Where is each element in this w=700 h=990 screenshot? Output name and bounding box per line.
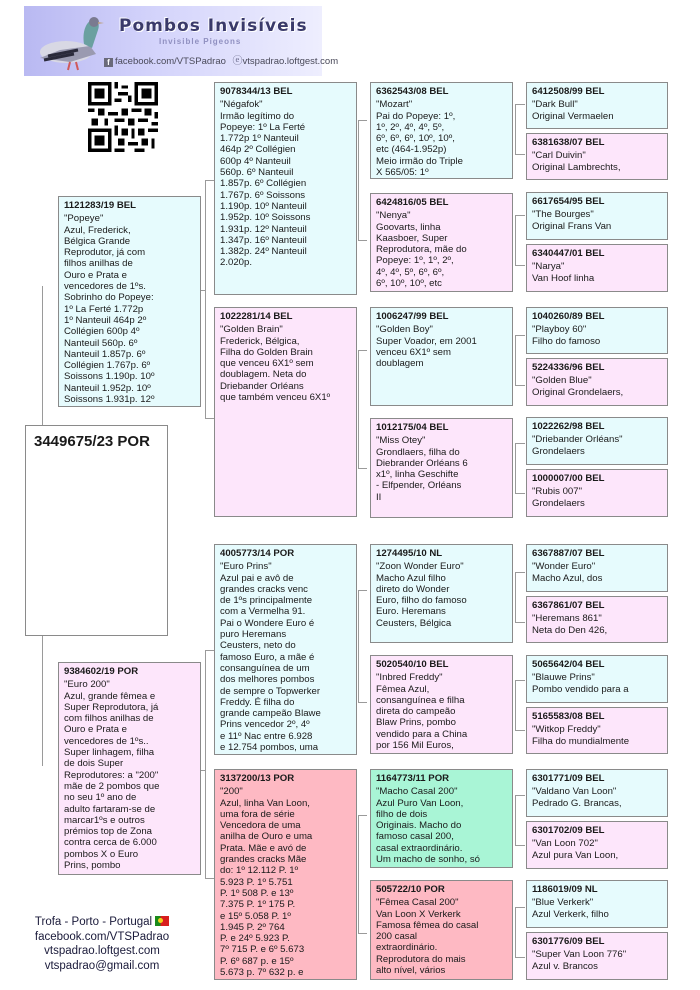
ring-number: 6367861/07 BEL [532,600,605,611]
connector-line [358,240,367,241]
great-grandparent-box[interactable] [370,880,513,980]
connector-line [515,795,516,845]
connector-line [515,385,525,386]
header-facebook-link[interactable]: facebook.com/VTSPadrao [115,56,226,67]
pigeon-name: "Inbred Freddy" [376,672,443,684]
pigeon-name: "Van Loon 702" [532,838,598,850]
ring-number: 5020540/10 BEL [376,659,449,670]
pigeon-description: Van Loon X Verkerk Famosa fêmea do casal 200 casal extraordinário. Reprodutora do mais alto nível, vários [376,908,479,977]
grandparent-box[interactable] [214,544,357,755]
ring-number: 505722/10 POR [376,884,445,895]
connector-line [515,795,525,796]
pigeon-description: Super Voador, em 2001 venceu 6X1º sem doublagem [376,335,477,370]
connector-line [515,907,516,957]
connector-line [358,468,367,469]
gg-grandparent-box[interactable] [526,655,668,703]
pigeon-name: "Blue Verkerk" [532,897,594,909]
connector-line [515,730,525,731]
ring-number: 1012175/04 BEL [376,422,449,433]
pigeon-name: "200" [220,786,243,798]
pigeon-name: "Golden Blue" [532,375,592,387]
pigeon-name: "Witkop Freddy" [532,724,601,736]
subject-box[interactable] [25,425,168,636]
connector-line [358,933,367,934]
footer-location: Trofa - Porto - Portugal [34,916,153,928]
connector-line [515,622,525,623]
gg-grandparent-box[interactable] [526,358,668,406]
header-links [104,52,338,67]
pigeon-description: Original Grondelaers, [532,386,624,398]
connector-line [515,215,516,265]
connector-line [205,180,206,418]
pigeon-description: Van Hoof linha [532,272,595,284]
pigeon-description: Macho Azul filho direto do Wonder Euro, filho do famoso Euro. Heremans Ceusters, Bélgica [376,572,467,629]
pigeon-description: Goovarts, linha Kaasboer, Super Reprodutora, mãe do Popeye: 1º, 1º, 2º, 4º, 4º, 5º, 6º, 6º, 6º, 10º, 10º, etc [376,221,467,290]
pigeon-description: Azul v. Brancos [532,960,598,972]
great-grandparent-box[interactable] [370,655,513,754]
connector-line [358,815,367,816]
connector-line [515,443,525,444]
pigeon-name: "Wonder Euro" [532,561,596,573]
pigeon-description: Pombo vendido para a [532,683,629,695]
pigeon-name: "Zoon Wonder Euro" [376,561,464,573]
connector-line [358,590,359,702]
pigeon-description: Neta do Den 426, [532,624,608,636]
pigeon-description: Fêmea Azul, consanguínea e filha direta do campeão Blaw Prins, pombo vendido para a China por 156 Mil Euros, [376,683,468,752]
ring-number: 6301702/09 BEL [532,825,605,836]
gg-grandparent-box[interactable] [526,707,668,754]
header-banner [24,6,339,76]
connector-line [515,493,525,494]
ring-number: 9078344/13 BEL [220,86,293,97]
pigeon-description: Original Frans Van [532,220,612,232]
sire-box[interactable] [58,196,201,407]
connector-line [515,680,516,730]
pigeon-logo-icon [30,10,110,74]
header-website-link[interactable]: vtspadrao.loftgest.com [242,56,339,67]
web-icon: ⓔ [232,56,243,67]
pigeon-name: "Fêmea Casal 200" [376,897,459,909]
pigeon-name: "Mozart" [376,99,413,111]
connector-line [42,636,43,766]
pigeon-description: Grondelaers [532,497,585,509]
pigeon-description: Azul pura Van Loon, [532,849,619,861]
ring-number: 1186019/09 NL [532,884,598,895]
footer-location-line [22,915,182,930]
connector-line [205,650,206,878]
footer-website-link[interactable]: vtspadrao.loftgest.com [44,945,160,957]
pigeon-description: Macho Azul, dos [532,572,603,584]
ring-number: 6362543/08 BEL [376,86,449,97]
great-grandparent-box[interactable] [370,418,513,518]
connector-line [205,878,214,879]
connector-line [358,120,359,240]
pigeon-description: Azul, Frederick, Bélgica Grande Reprodutor, já com filhos anilhas de Ouro e Prata e vencedores de 1ºs. Sobrinho do Popeye: 1º La Ferté 1.772p 1º Nanteuil 464p 2º Collégien 600p 4º Nanteuil 560p. 6º Nanteuil 1.857p. 6º Collégien 1.767p. 6º Soissons 1.190p. 10º Nanteuil 1.952p. 10º Soissons 1.931p. 12º [64,224,155,406]
ring-number: 1022281/14 BEL [220,311,293,322]
pigeon-description: Azul, grande fêmea e Super Reprodutora, já com filhos anilhas de Ouro e Prata e vencedores de 1ºs.. Super linhagem, filha de dois Super Reprodutores: a "200" mãe de 2 pombos que no seu 1º ano de adulto fartaram-se de marcar1ºs e outros prémios top de Zona contra cerca de 6.000 pombos X o Euro Prins, pombo [64,690,160,872]
pigeon-name: "Driebander Orléans" [532,434,623,446]
pigeon-name: "Nenya" [376,210,411,222]
pigeon-name: "Euro Prins" [220,561,272,573]
gg-grandparent-box[interactable] [526,133,668,180]
pigeon-description: Azul pai e avô de grandes cracks venc de 1ºs principalmente com a Vermelha 91. Pai o Wondere Euro é puro Heremans Ceusters, neto do famoso Euro, a mãe é consanguínea de um dos melhores pombos de sempre o Topwerker Freddy. É filha do grande campeão Blawe Prins vencedor 2º, 4º e 11º Nac entre 6.928 e 12.754 pombos, uma [220,572,321,754]
connector-line [515,845,525,846]
ring-number: 6412508/99 BEL [532,86,605,97]
ring-number: 1000007/00 BEL [532,473,605,484]
gg-grandparent-box[interactable] [526,880,668,928]
subject-ring-number: 3449675/23 POR [34,433,150,450]
great-grandparent-box[interactable] [370,82,513,179]
site-subtitle: Invisible Pigeons [159,37,242,46]
great-grandparent-box[interactable] [370,769,513,868]
gg-grandparent-box[interactable] [526,307,668,354]
gg-grandparent-box[interactable] [526,82,668,129]
qr-code-icon[interactable] [88,82,158,152]
connector-line [515,572,516,622]
pigeon-name: "Narya" [532,261,565,273]
connector-line [358,815,359,933]
pigeon-description: Frederick, Bélgica, Filha do Golden Brain que venceu 6X1º sem doublagem. Neta do Driebander Orléans que também venceu 6X1º [220,335,331,404]
connector-line [515,154,525,155]
connector-line [515,443,516,493]
connector-line [42,286,43,425]
pigeon-name: "Macho Casal 200" [376,786,458,798]
grandparent-box[interactable] [214,769,357,980]
pigeon-description: Azul Puro Van Loon, filho de dois Originais. Macho do famoso casal 200, casal extraordinário. Um macho de sonho, só [376,797,480,866]
pigeon-description: Filha do mundialmente [532,735,630,747]
pigeon-description: Azul Verkerk, filho [532,908,609,920]
connector-line [515,335,516,385]
facebook-icon: f [104,58,113,67]
connector-line [205,418,214,419]
ring-number: 1006247/99 BEL [376,311,449,322]
pigeon-name: "Carl Duivin" [532,150,586,162]
connector-line [515,265,525,266]
connector-line [515,335,525,336]
gg-grandparent-box[interactable] [526,596,668,643]
pigeon-name: "Golden Boy" [376,324,433,336]
ring-number: 6301776/09 BEL [532,936,605,947]
ring-number: 5065642/04 BEL [532,659,605,670]
connector-line [358,120,367,121]
connector-line [515,907,525,908]
ring-number: 9384602/19 POR [64,666,139,677]
great-grandparent-box[interactable] [370,544,513,643]
connector-line [515,572,525,573]
connector-line [358,350,359,468]
ring-number: 1022262/98 BEL [532,421,605,432]
pigeon-description: Filho do famoso [532,335,601,347]
ring-number: 1274495/10 NL [376,548,443,559]
grandparent-box[interactable] [214,307,357,517]
great-grandparent-box[interactable] [370,307,513,406]
ring-number: 1164773/11 POR [376,773,450,784]
connector-line [358,350,367,351]
gg-grandparent-box[interactable] [526,544,668,592]
gg-grandparent-box[interactable] [526,821,668,869]
gg-grandparent-box[interactable] [526,417,668,465]
ring-number: 1121283/19 BEL [64,200,137,211]
ring-number: 1040260/89 BEL [532,311,605,322]
pigeon-description: Pai do Popeye: 1º, 1º, 2º, 4º, 4º, 5º, 6º, 6º, 6º, 10º, 10º, etc (464-1.952p) Meio irmão do Triple X 565/05: 1º [376,110,463,179]
ring-number: 6301771/09 BEL [532,773,605,784]
pigeon-description: Irmão legítimo do Popeye: 1º La Ferté 1.772p 1º Nanteuil 464p 2º Collégien 600p 4º Nanteuil 560p. 6º Nanteuil 1.857p. 6º Collégien 1.767p. 6º Soissons 1.190p. 10º Nanteuil 1.952p. 10º Soissons 1.931p. 12º Nanteuil 1.347p. 16º Nanteuil 1.382p. 24º Nanteuil 2.020p. [220,110,311,269]
contact-footer [22,915,182,973]
gg-grandparent-box[interactable] [526,244,668,292]
connector-line [515,104,516,154]
pigeon-name: "Popeye" [64,213,104,225]
connector-line [515,957,525,958]
pigeon-name: "Valdano Van Loon" [532,786,617,798]
ring-number: 6381638/07 BEL [532,137,605,148]
ring-number: 5165583/08 BEL [532,711,605,722]
pigeon-name: "Négafok" [220,99,263,111]
pigeon-description: Grondelaers [532,445,585,457]
gg-grandparent-box[interactable] [526,469,668,517]
connector-line [515,680,525,681]
footer-email-link[interactable]: vtspadrao@gmail.com [44,959,160,972]
site-title: Pombos Invisíveis [119,16,308,36]
ring-number: 5224336/96 BEL [532,362,605,373]
pigeon-description: Original Vermaelen [532,110,614,122]
connector-line [515,104,525,105]
pigeon-description: Pedrado G. Brancas, [532,797,622,809]
ring-number: 4005773/14 POR [220,548,295,559]
portugal-flag-icon [155,916,169,926]
gg-grandparent-box[interactable] [526,932,668,980]
gg-grandparent-box[interactable] [526,769,668,817]
ring-number: 6367887/07 BEL [532,548,605,559]
footer-facebook-link[interactable]: facebook.com/VTSPadrao [34,930,170,943]
dam-box[interactable] [58,662,201,875]
pigeon-name: "Rubis 007" [532,486,583,498]
great-grandparent-box[interactable] [370,193,513,292]
pigeon-description: Azul, linha Van Loon, uma fora de série Vencedora de uma anilha de Ouro e uma Prata. Mãe e avó de grandes cracks Mãe do: 1º 12.112 P. 1º 5.923 P. 1º 5.751 P. 1º 508 P. e 13º 7.375 P. 1º 175 P. e 15º 5.058 P. 1º 1.945 P. 2º 764 P. e 24º 5.923 P. 7º 715 P. e 6º 5.673 P. 6º 687 p. e 15º 5.673 p. 7º 632 p. e [220,797,313,979]
pigeon-name: "Super Van Loon 776" [532,949,627,961]
connector-line [205,650,214,651]
pigeon-name: "Euro 200" [64,679,110,691]
pigeon-description: Grondlaers, filha do Diebrander Orléans 6 x1º, linha Geschifte - Elfpender, Orléans II [376,446,468,503]
connector-line [358,590,367,591]
pigeon-description: Original Lambrechts, [532,161,621,173]
connector-line [515,215,525,216]
pigeon-name: "Blauwe Prins" [532,672,595,684]
connector-line [205,180,214,181]
ring-number: 6617654/95 BEL [532,196,605,207]
connector-line [358,702,367,703]
pigeon-name: "Dark Bull" [532,99,578,111]
pigeon-name: "Heremans 861" [532,613,602,625]
gg-grandparent-box[interactable] [526,192,668,240]
grandparent-box[interactable] [214,82,357,295]
pigeon-name: "Playboy 60" [532,324,587,336]
ring-number: 6340447/01 BEL [532,248,605,259]
pigeon-name: "The Bourges" [532,209,594,221]
pigeon-name: "Golden Brain" [220,324,283,336]
ring-number: 3137200/13 POR [220,773,295,784]
ring-number: 6424816/05 BEL [376,197,449,208]
pigeon-name: "Miss Otey" [376,435,426,447]
